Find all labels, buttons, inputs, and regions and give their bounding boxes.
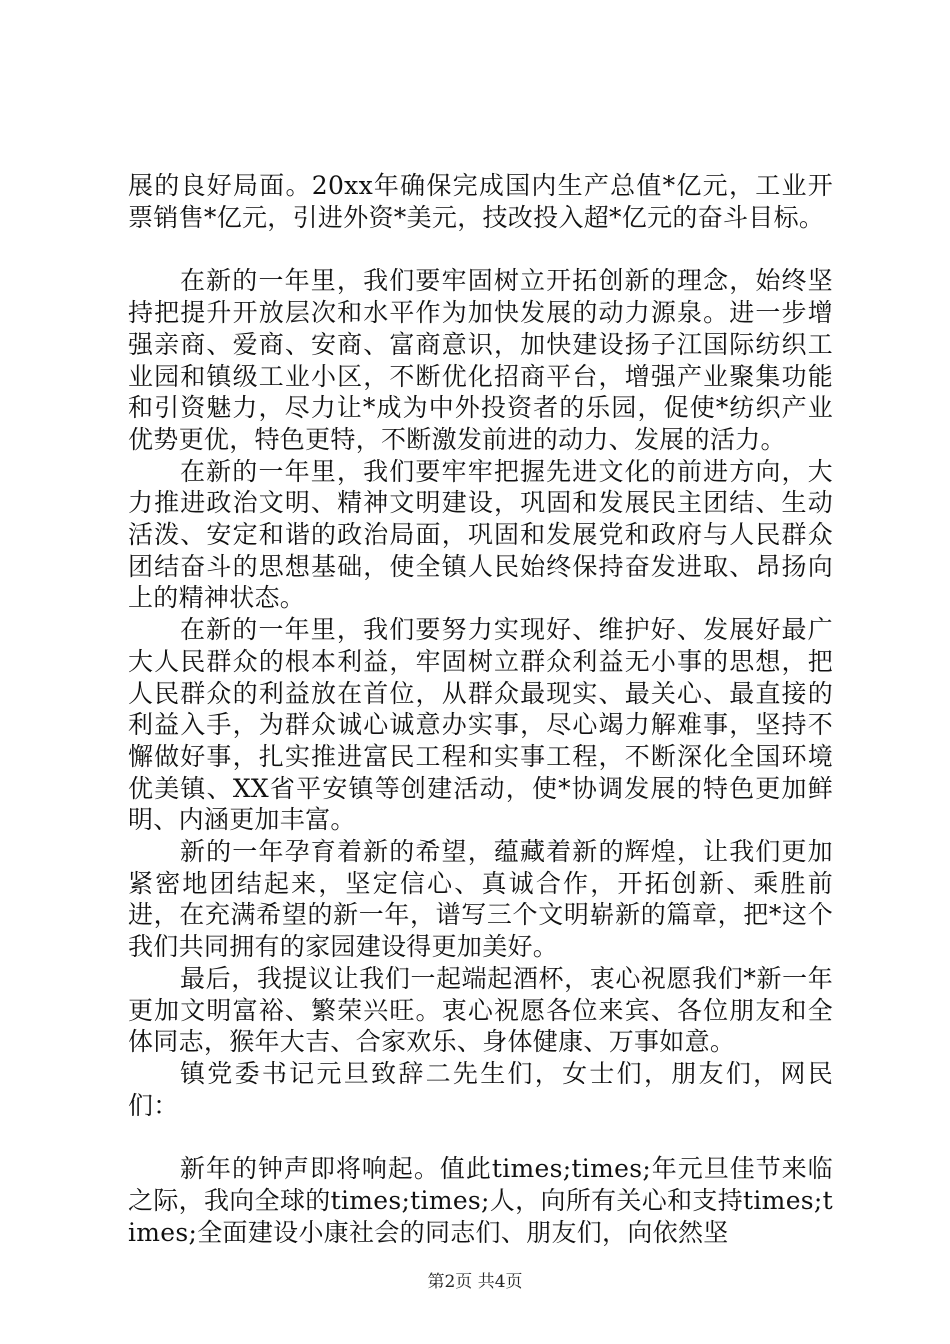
paragraph-goals: 展的良好局面。20xx年确保完成国内生产总值*亿元，工业开票销售*亿元，引进外资*美元，技改投入超*亿元的奋斗目标。 (128, 171, 833, 232)
paragraph-speech-heading: 镇党委书记元旦致辞二先生们，女士们，朋友们，网民们： (128, 1058, 833, 1120)
paragraph-opening-up: 在新的一年里，我们要牢固树立开拓创新的理念，始终坚持把提升开放层次和水平作为加快发展的动力源泉。进一步增强亲商、爱商、安商、富商意识，加快建设扬子江国际纺织工业园和镇级工业小区，不断优化招商平台，增强产业聚集功能和引资魅力，尽力让*成为中外投资者的乐园，促使*纺织产业优势更优，特色更特，不断激发前进的动力、发展的活力。 (128, 266, 833, 454)
paragraph-toast: 最后，我提议让我们一起端起酒杯，衷心祝愿我们*新一年更加文明富裕、繁荣兴旺。衷心祝愿各位来宾、各位朋友和全体同志，猴年大吉、合家欢乐、身体健康、万事如意。 (128, 963, 833, 1057)
document-body (128, 170, 833, 1249)
paragraph-new-year-hope: 新的一年孕育着新的希望，蕴藏着新的辉煌，让我们更加紧密地团结起来，坚定信心、真诚合作，开拓创新、乘胜前进，在充满希望的新一年，谱写三个文明崭新的篇章，把*这个我们共同拥有的家园建设得更加美好。 (128, 837, 833, 962)
paragraph-culture: 在新的一年里，我们要牢牢把握先进文化的前进方向，大力推进政治文明、精神文明建设，巩固和发展民主团结、生动活泼、安定和谐的政治局面，巩固和发展党和政府与人民群众团结奋斗的思想基础，使全镇人民始终保持奋发进取、昂扬向上的精神状态。 (128, 456, 833, 613)
paragraph-people-interests: 在新的一年里，我们要努力实现好、维护好、发展好最广大人民群众的根本利益，牢固树立群众利益无小事的思想，把人民群众的利益放在首位，从群众最现实、最关心、最直接的利益入手，为群众诚心诚意办实事，尽心竭力解难事，坚持不懈做好事，扎实推进富民工程和实事工程，不断深化全国环境优美镇、XX省平安镇等创建活动，使*协调发展的特色更加鲜明、内涵更加丰富。 (128, 615, 833, 835)
paragraph-new-year-bell: 新年的钟声即将响起。值此times;times;年元旦佳节来临之际，我向全球的times;times;人，向所有关心和支持times;times;全面建设小康社会的同志们、朋友们，向依然坚 (128, 1154, 833, 1247)
page-number-footer: 第2页 共4页 (427, 1272, 523, 1292)
